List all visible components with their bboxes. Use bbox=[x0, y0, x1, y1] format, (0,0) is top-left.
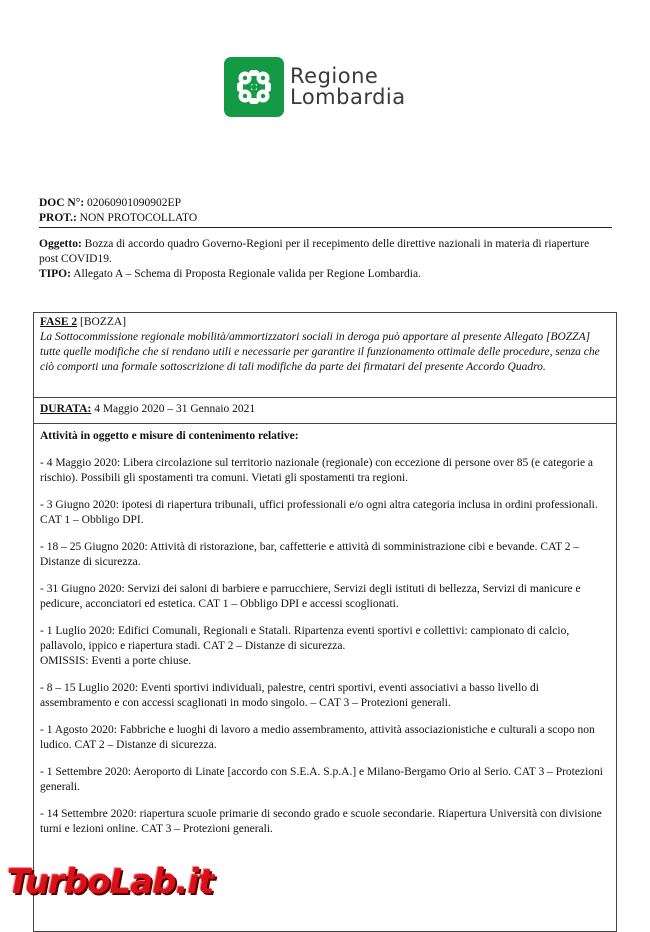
attivita-section bbox=[34, 429, 616, 837]
list-item: - 4 Maggio 2020: Libera circolazione sul territorio nazionale (regionale) con eccezione di persone over 85 (e categorie a rischio). Possibili gli spostamenti tra comuni. Vietati gli spostamenti tra regioni. bbox=[40, 457, 594, 484]
tipo-label: TIPO: bbox=[39, 268, 71, 280]
list-item: - 3 Giugno 2020: ipotesi di riapertura tribunali, uffici professionali e/o ogni altra categoria inclusa in ordini professionali. CAT 1 – Obbligo DPI. bbox=[40, 499, 598, 526]
subject-block bbox=[39, 237, 611, 282]
fase-section bbox=[34, 315, 616, 375]
list-item: - 8 – 15 Luglio 2020: Eventi sportivi individuali, palestre, centri sportivi, eventi associativi a basso livello di assembramento e con accessi scaglionati in modo singolo. – CAT 3 – Protezioni generali. bbox=[40, 682, 539, 709]
list-item: - 31 Giugno 2020: Servizi dei saloni di barbiere e parrucchiere, Servizi degli istituti di bellezza, Servizi di manicure e pedicure, acconciatori ed estetica. CAT 1 – Obbligo DPI e accessi scoglionati. bbox=[40, 583, 581, 610]
regione-lombardia-logo bbox=[224, 57, 406, 117]
oggetto-text: Bozza di accordo quadro Governo-Regioni per il recepimento delle direttive nazionali in materia di riaperture post COVID19. bbox=[39, 238, 590, 265]
table-divider bbox=[34, 423, 616, 424]
content-table bbox=[33, 312, 617, 932]
durata-value: 4 Maggio 2020 – 31 Gennaio 2021 bbox=[91, 403, 256, 415]
attivita-heading: Attività in oggetto e misure di contenimento relative: bbox=[40, 430, 299, 442]
tipo-line bbox=[39, 267, 611, 282]
list-item: - 1 Luglio 2020: Edifici Comunali, Regionali e Statali. Ripartenza eventi sportivi e collettivi: campionato di calcio, pallavolo, ippico e riapertura stadi. CAT 2 – Distanze di sicurezza. bbox=[40, 625, 570, 652]
header-divider bbox=[39, 227, 612, 228]
oggetto-line bbox=[39, 237, 611, 267]
durata-section bbox=[34, 402, 616, 417]
protocol-line bbox=[39, 211, 611, 226]
fase-tag: [BOZZA] bbox=[77, 316, 127, 328]
fase-title-line bbox=[40, 315, 610, 330]
omissis-note: OMISSIS: Eventi a porte chiuse. bbox=[40, 655, 192, 667]
doc-number-value: 02060901090902EP bbox=[84, 197, 181, 209]
table-divider bbox=[34, 397, 616, 398]
oggetto-label: Oggetto: bbox=[39, 238, 82, 250]
logo-line-2: Lombardia bbox=[290, 85, 406, 109]
fase-title: FASE 2 bbox=[40, 316, 78, 328]
list-item: - 18 – 25 Giugno 2020: Attività di ristorazione, bar, caffetterie e attività di somministrazione cibi e bevande. CAT 2 – Distanze di sicurezza. bbox=[40, 541, 580, 568]
logo-wordmark bbox=[290, 66, 406, 108]
logo-line-1: Regione bbox=[290, 64, 379, 88]
doc-number-label: DOC N°: bbox=[39, 197, 85, 209]
fase-description: La Sottocommissione regionale mobilità/ammortizzatori sociali in deroga può apportare al presente Allegato [BOZZA] tutte quelle modifiche che si rendano utili e necessarie per garantire il funzionamento ottimale delle procedure, senza che ciò comporti una formale sottoscrizione di tali modifiche da parte dei firmatari del presente Accordo Quadro. bbox=[40, 331, 600, 373]
doc-number-line bbox=[39, 196, 611, 211]
document-header bbox=[39, 196, 611, 226]
lombardy-rose-icon bbox=[224, 57, 284, 117]
protocol-value: NON PROTOCOLLATO bbox=[76, 212, 198, 224]
tipo-text: Allegato A – Schema di Proposta Regionale valida per Regione Lombardia. bbox=[70, 268, 421, 280]
list-item: - 14 Settembre 2020: riapertura scuole primarie di secondo grado e scuole secondarie. Riapertura Università con divisione turni e lezioni online. CAT 3 – Protezioni generali. bbox=[40, 808, 602, 835]
protocol-label: PROT.: bbox=[39, 212, 77, 224]
turbolab-watermark: TurboLab.it bbox=[7, 862, 214, 902]
durata-label: DURATA: bbox=[40, 403, 92, 415]
list-item: - 1 Agosto 2020: Fabbriche e luoghi di lavoro a medio assembramento, attività associazionistiche e culturali a scopo non ludico. CAT 2 – Distanze di sicurezza. bbox=[40, 724, 595, 751]
list-item: - 1 Settembre 2020: Aeroporto di Linate [accordo con S.E.A. S.p.A.] e Milano-Bergamo Orio al Serio. CAT 3 – Protezioni generali. bbox=[40, 766, 603, 793]
